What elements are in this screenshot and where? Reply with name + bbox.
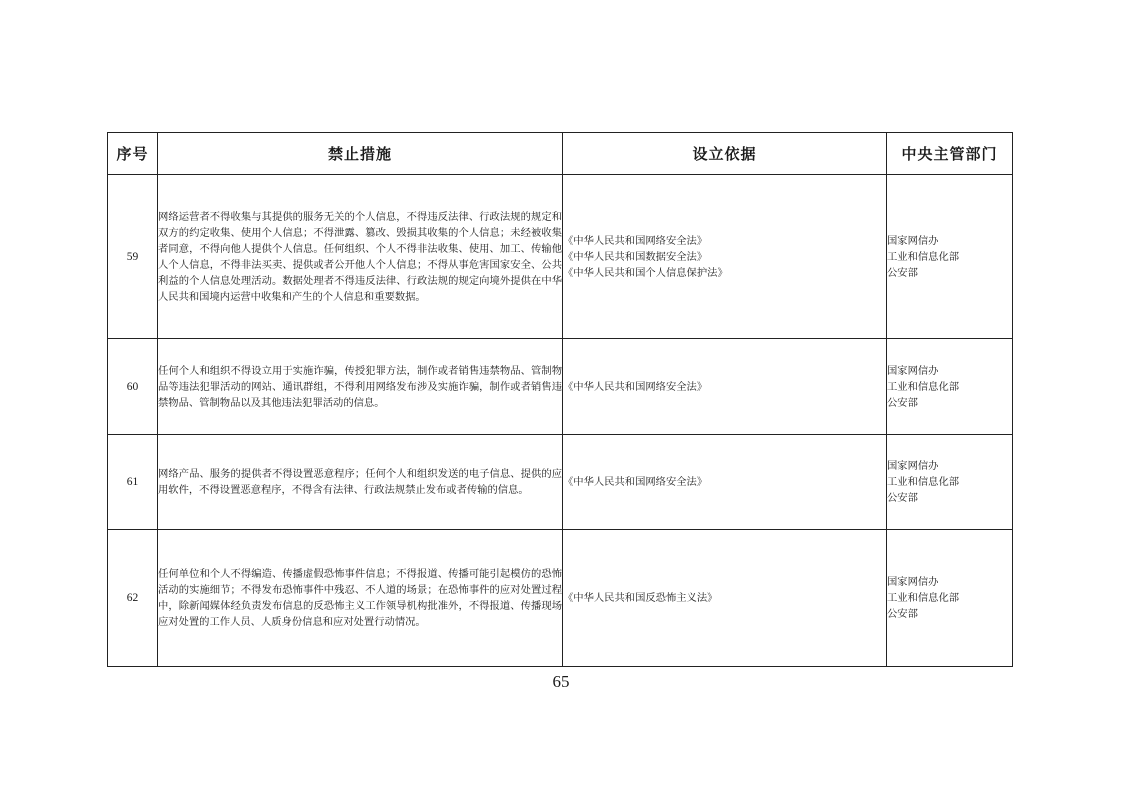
authority-item: 工业和信息化部 (887, 476, 960, 488)
prohibited-measure-text: 网络运营者不得收集与其提供的服务无关的个人信息，不得违反法律、行政法规的规定和双方的约定收集、使用个人信息；不得泄露、篡改、毁损其收集的个人信息；未经被收集者同意，不得向他人提供个人信息。任何组织、个人不得非法收集、使用、加工、传输他人个人信息，不得非法买卖、提供或者公开他人个人信息；不得从事危害国家安全、公共利益的个人信息处理活动。数据处理者不得违反法律、行政法规的规定向境外提供在中华人民共和国境内运营中收集和产生的个人信息和重要数据。 (158, 175, 563, 339)
authority-item: 国家网信办 (887, 234, 939, 247)
authority-cell (887, 339, 1013, 435)
prohibited-measure-text: 任何单位和个人不得编造、传播虚假恐怖事件信息；不得报道、传播可能引起模仿的恐怖活动的实施细节；不得发布恐怖事件中残忍、不人道的场景；在恐怖事件的应对处置过程中，除新闻媒体经负责发布信息的反恐怖主义工作领导机构批准外，不得报道、传播现场应对处置的工作人员、人质身份信息和应对处置行动情况。 (158, 530, 563, 667)
authority-item: 工业和信息化部 (887, 250, 960, 263)
authority-item: 工业和信息化部 (887, 592, 960, 604)
legal-basis-item: 《中华人民共和国反恐怖主义法》 (563, 592, 718, 604)
regulation-table (107, 132, 1013, 667)
legal-basis-item: 《中华人民共和国个人信息保护法》 (563, 266, 728, 279)
prohibited-measure-text: 任何个人和组织不得设立用于实施诈骗，传授犯罪方法，制作或者销售违禁物品、管制物品等违法犯罪活动的网站、通讯群组，不得利用网络发布涉及实施诈骗，制作或者销售违禁物品、管制物品以及其他违法犯罪活动的信息。 (158, 339, 563, 435)
authority-item: 国家网信办 (887, 364, 939, 377)
table-row (108, 530, 1013, 667)
table-row (108, 339, 1013, 435)
authority-item: 公安部 (887, 492, 918, 504)
table-row (108, 435, 1013, 530)
header-serial-number: 序号 (108, 133, 158, 175)
row-number: 60 (108, 339, 158, 435)
table-row (108, 175, 1013, 339)
legal-basis-item: 《中华人民共和国网络安全法》 (563, 476, 708, 488)
table-header-row (108, 133, 1013, 175)
row-number: 61 (108, 435, 158, 530)
authority-cell (887, 435, 1013, 530)
row-number: 59 (108, 175, 158, 339)
row-number: 62 (108, 530, 158, 667)
authority-item: 工业和信息化部 (887, 380, 960, 393)
authority-item: 国家网信办 (887, 576, 939, 588)
legal-basis-cell (563, 339, 887, 435)
legal-basis-item: 《中华人民共和国网络安全法》 (563, 380, 708, 393)
header-legal-basis: 设立依据 (563, 133, 887, 175)
legal-basis-cell (563, 175, 887, 339)
page-number: 65 (552, 672, 570, 691)
header-prohibited-measures: 禁止措施 (158, 133, 563, 175)
legal-basis-item: 《中华人民共和国数据安全法》 (563, 250, 708, 263)
authority-item: 公安部 (887, 396, 918, 409)
authority-cell (887, 175, 1013, 339)
authority-item: 公安部 (887, 266, 918, 279)
legal-basis-item: 《中华人民共和国网络安全法》 (563, 234, 708, 247)
authority-cell (887, 530, 1013, 667)
authority-item: 公安部 (887, 608, 918, 620)
header-central-authority: 中央主管部门 (887, 133, 1013, 175)
authority-item: 国家网信办 (887, 460, 939, 472)
legal-basis-cell (563, 530, 887, 667)
legal-basis-cell (563, 435, 887, 530)
prohibited-measure-text: 网络产品、服务的提供者不得设置恶意程序；任何个人和组织发送的电子信息、提供的应用软件，不得设置恶意程序，不得含有法律、行政法规禁止发布或者传输的信息。 (158, 435, 563, 530)
